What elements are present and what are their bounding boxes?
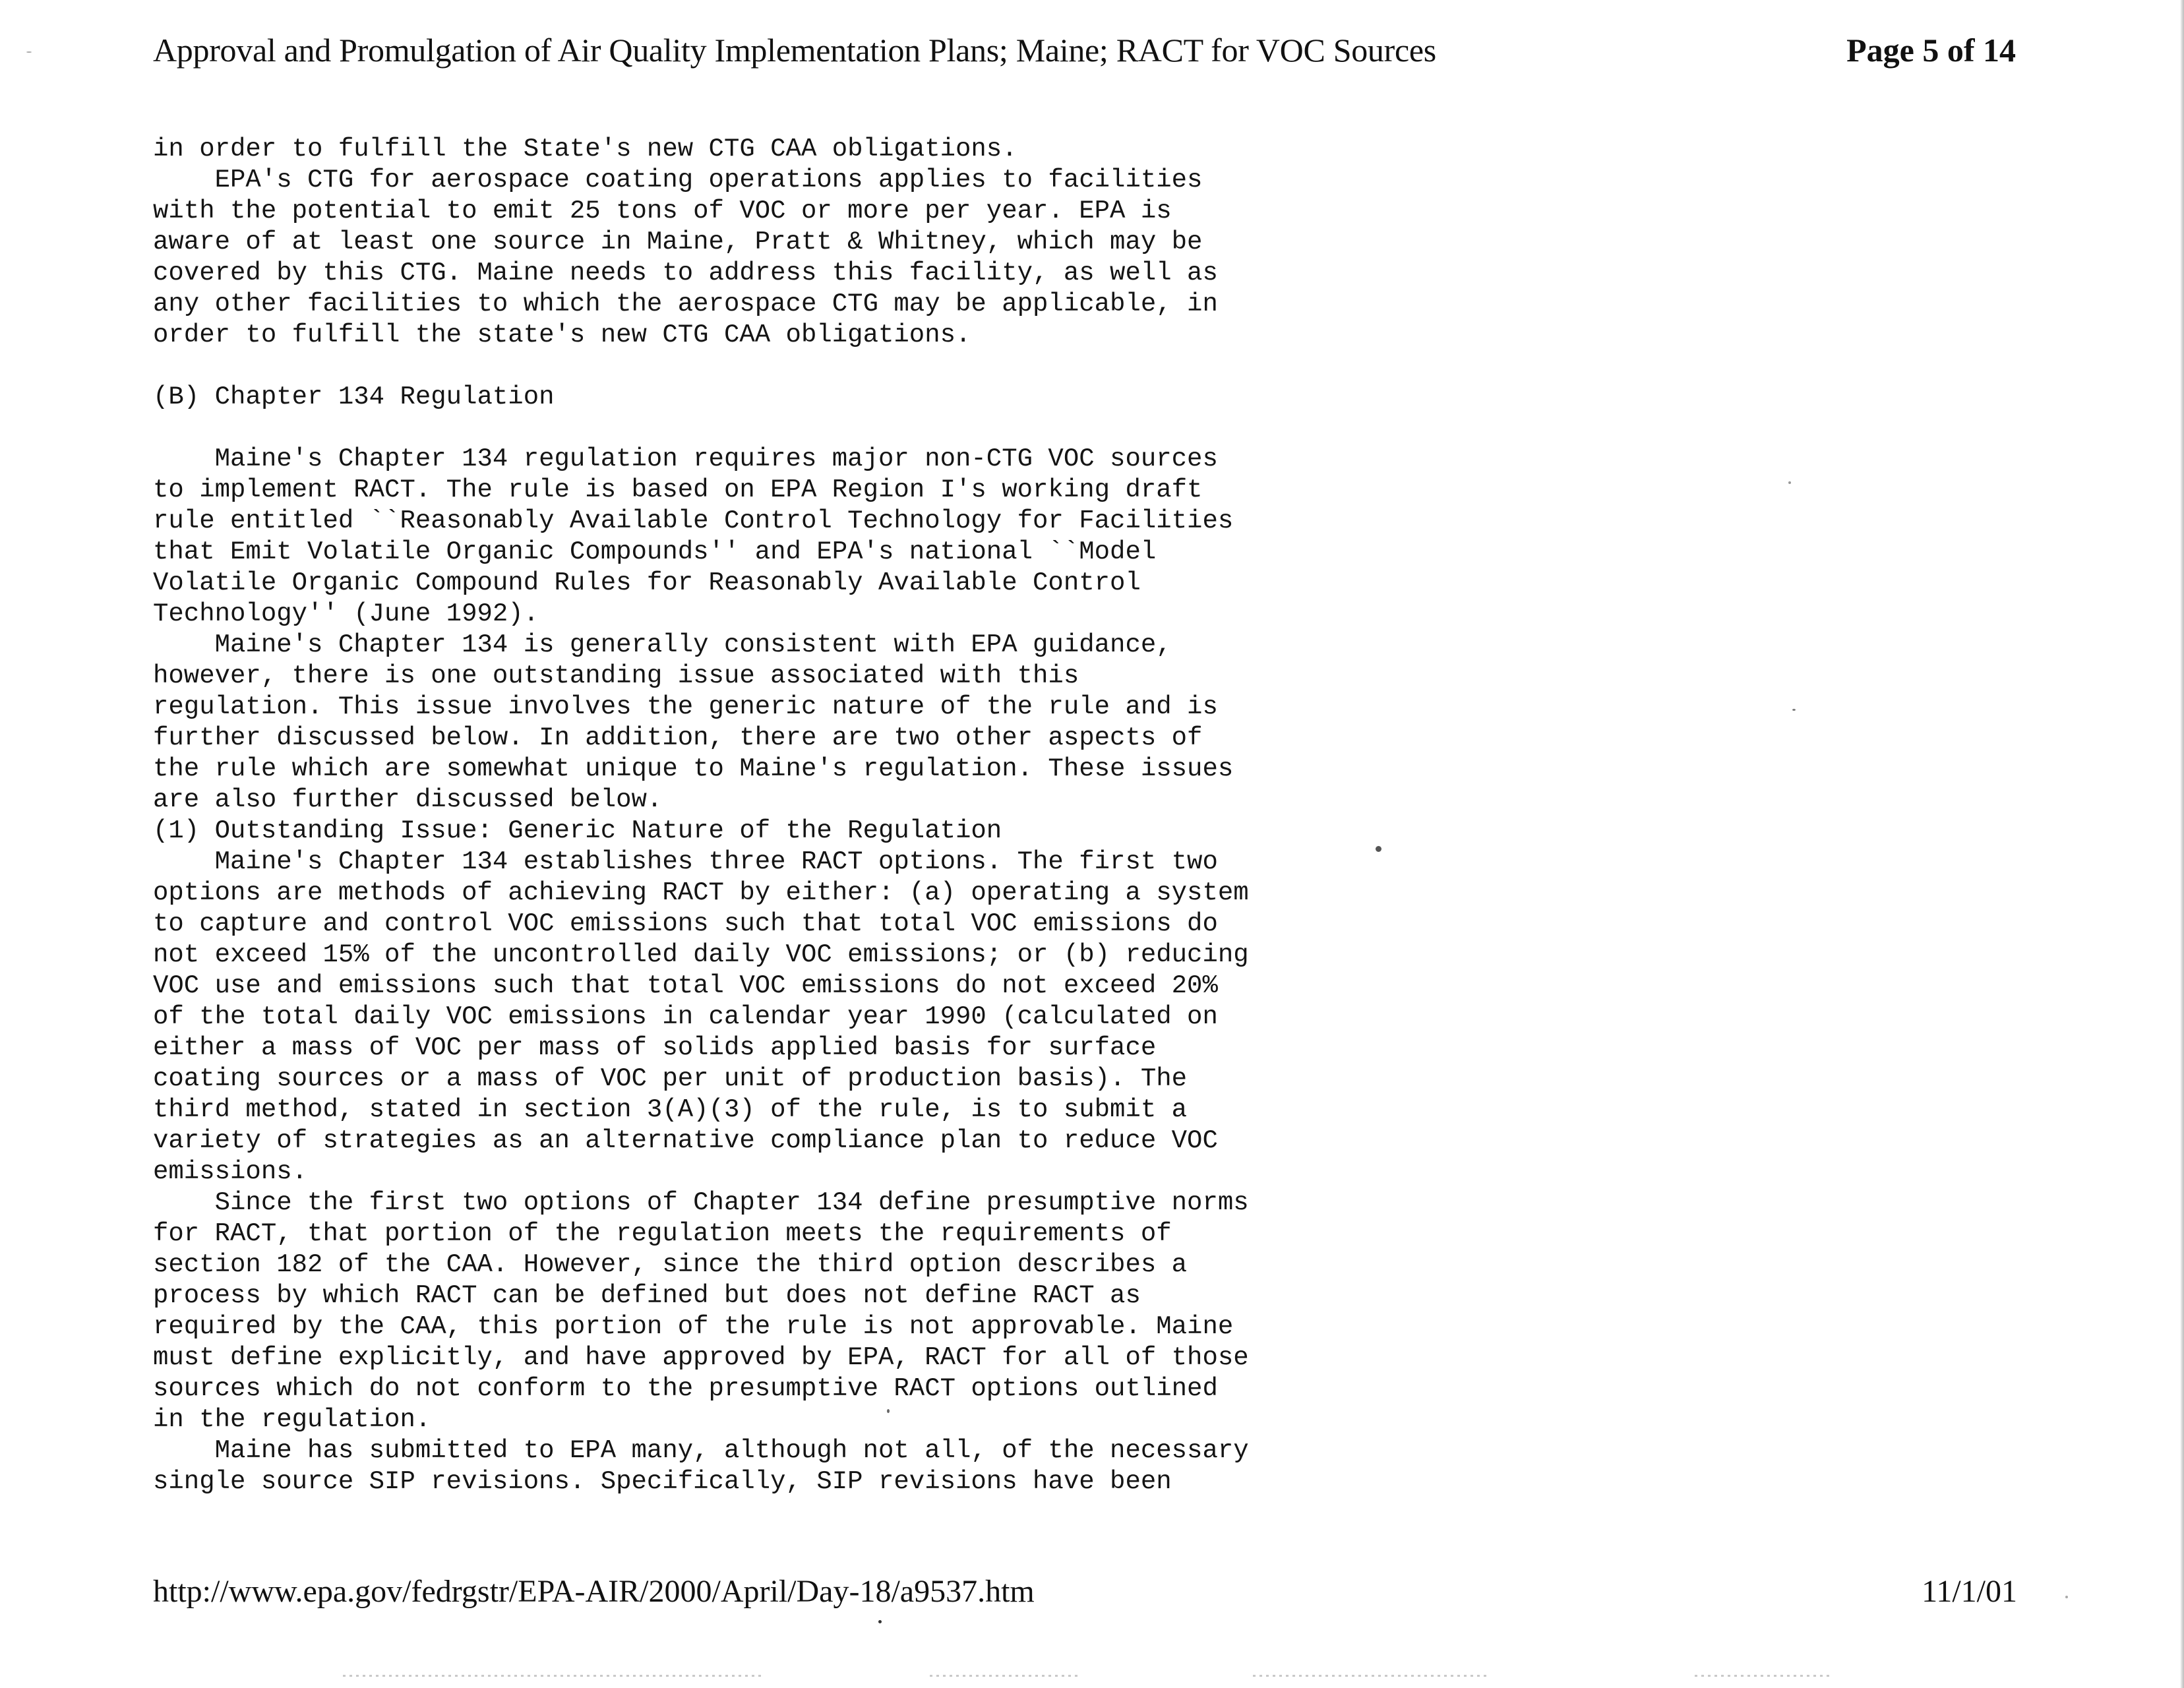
body-line: emissions. — [153, 1157, 308, 1186]
scan-noise — [343, 1675, 765, 1677]
body-line: further discussed below. In addition, there are two other aspects of — [153, 723, 1203, 752]
body-line: any other facilities to which the aerospace CTG may be applicable, in — [153, 289, 1218, 318]
body-line: are also further discussed below. — [153, 785, 663, 814]
body-line: covered by this CTG. Maine needs to address this facility, as well as — [153, 258, 1218, 287]
body-line: must define explicitly, and have approved by EPA, RACT for all of those — [153, 1343, 1249, 1372]
body-line: sources which do not conform to the presumptive RACT options outlined — [153, 1374, 1218, 1403]
body-line: not exceed 15% of the uncontrolled daily VOC emissions; or (b) reducing — [153, 940, 1249, 969]
body-line: single source SIP revisions. Specifically, SIP revisions have been — [153, 1467, 1172, 1496]
page-edge — [2180, 0, 2184, 1688]
body-line: Volatile Organic Compound Rules for Reasonably Available Control — [153, 568, 1141, 597]
body-line: aware of at least one source in Maine, Pratt & Whitney, which may be — [153, 227, 1203, 256]
body-line: of the total daily VOC emissions in calendar year 1990 (calculated on — [153, 1002, 1218, 1031]
body-line: for RACT, that portion of the regulation meets the requirements of — [153, 1219, 1172, 1248]
subsection-heading: (1) Outstanding Issue: Generic Nature of the Regulation — [153, 816, 1002, 845]
body-line: rule entitled ``Reasonably Available Control Technology for Facilities — [153, 506, 1234, 535]
scan-noise — [1253, 1675, 1490, 1677]
body-line: Maine's Chapter 134 regulation requires major non-CTG VOC sources — [153, 444, 1218, 473]
page-number: Page 5 of 14 — [1846, 32, 2016, 69]
body-line: order to fulfill the state's new CTG CAA obligations. — [153, 320, 971, 349]
body-line: with the potential to emit 25 tons of VOC or more per year. EPA is — [153, 196, 1172, 226]
document-body — [153, 134, 1353, 1497]
footer-date: 11/1/01 — [1922, 1574, 2017, 1609]
body-line: in order to fulfill the State's new CTG CAA obligations. — [153, 135, 1017, 164]
body-line: regulation. This issue involves the generic nature of the rule and is — [153, 692, 1218, 721]
body-line: variety of strategies as an alternative compliance plan to reduce VOC — [153, 1126, 1218, 1155]
body-line: the rule which are somewhat unique to Maine's regulation. These issues — [153, 754, 1234, 783]
scan-speck — [1788, 481, 1791, 484]
body-line: Maine's Chapter 134 establishes three RACT options. The first two — [153, 847, 1218, 876]
body-line: EPA's CTG for aerospace coating operations applies to facilities — [153, 166, 1203, 195]
body-line: section 182 of the CAA. However, since the third option describes a — [153, 1250, 1188, 1279]
body-line: however, there is one outstanding issue associated with this — [153, 661, 1079, 690]
body-line: in the regulation. — [153, 1405, 431, 1434]
scan-speck — [887, 1409, 890, 1413]
body-line: options are methods of achieving RACT by either: (a) operating a system — [153, 878, 1249, 907]
footer-url: http://www.epa.gov/fedrgstr/EPA-AIR/2000/April/Day-18/a9537.htm — [153, 1574, 1035, 1609]
body-line: to implement RACT. The rule is based on EPA Region I's working draft — [153, 475, 1203, 504]
body-line: to capture and control VOC emissions such that total VOC emissions do — [153, 909, 1218, 938]
scan-speck — [1376, 846, 1381, 852]
body-line: VOC use and emissions such that total VOC emissions do not exceed 20% — [153, 971, 1218, 1000]
body-line: that Emit Volatile Organic Compounds'' and EPA's national ``Model — [153, 537, 1157, 566]
body-line: coating sources or a mass of VOC per unit of production basis). The — [153, 1064, 1188, 1093]
body-line: process by which RACT can be defined but does not define RACT as — [153, 1281, 1141, 1310]
body-line: third method, stated in section 3(A)(3) of the rule, is to submit a — [153, 1095, 1188, 1124]
scan-noise — [930, 1675, 1081, 1677]
page-header-title: Approval and Promulgation of Air Quality Implementation Plans; Maine; RACT for VOC Sources — [153, 32, 1436, 69]
scan-speck — [878, 1620, 882, 1623]
blank-line — [153, 351, 1353, 382]
body-line: required by the CAA, this portion of the rule is not approvable. Maine — [153, 1312, 1234, 1341]
scan-speck — [2065, 1596, 2068, 1598]
blank-line — [153, 413, 1353, 444]
body-line: Maine's Chapter 134 is generally consistent with EPA guidance, — [153, 630, 1172, 659]
scan-speck — [1792, 709, 1796, 711]
section-heading: (B) Chapter 134 Regulation — [153, 382, 555, 411]
body-line: Since the first two options of Chapter 134 define presumptive norms — [153, 1188, 1249, 1217]
scan-noise — [1695, 1675, 1833, 1677]
body-line: Technology'' (June 1992). — [153, 599, 539, 628]
body-line: either a mass of VOC per mass of solids applied basis for surface — [153, 1033, 1157, 1062]
scan-speck — [26, 51, 32, 53]
body-line: Maine has submitted to EPA many, although not all, of the necessary — [153, 1436, 1249, 1465]
